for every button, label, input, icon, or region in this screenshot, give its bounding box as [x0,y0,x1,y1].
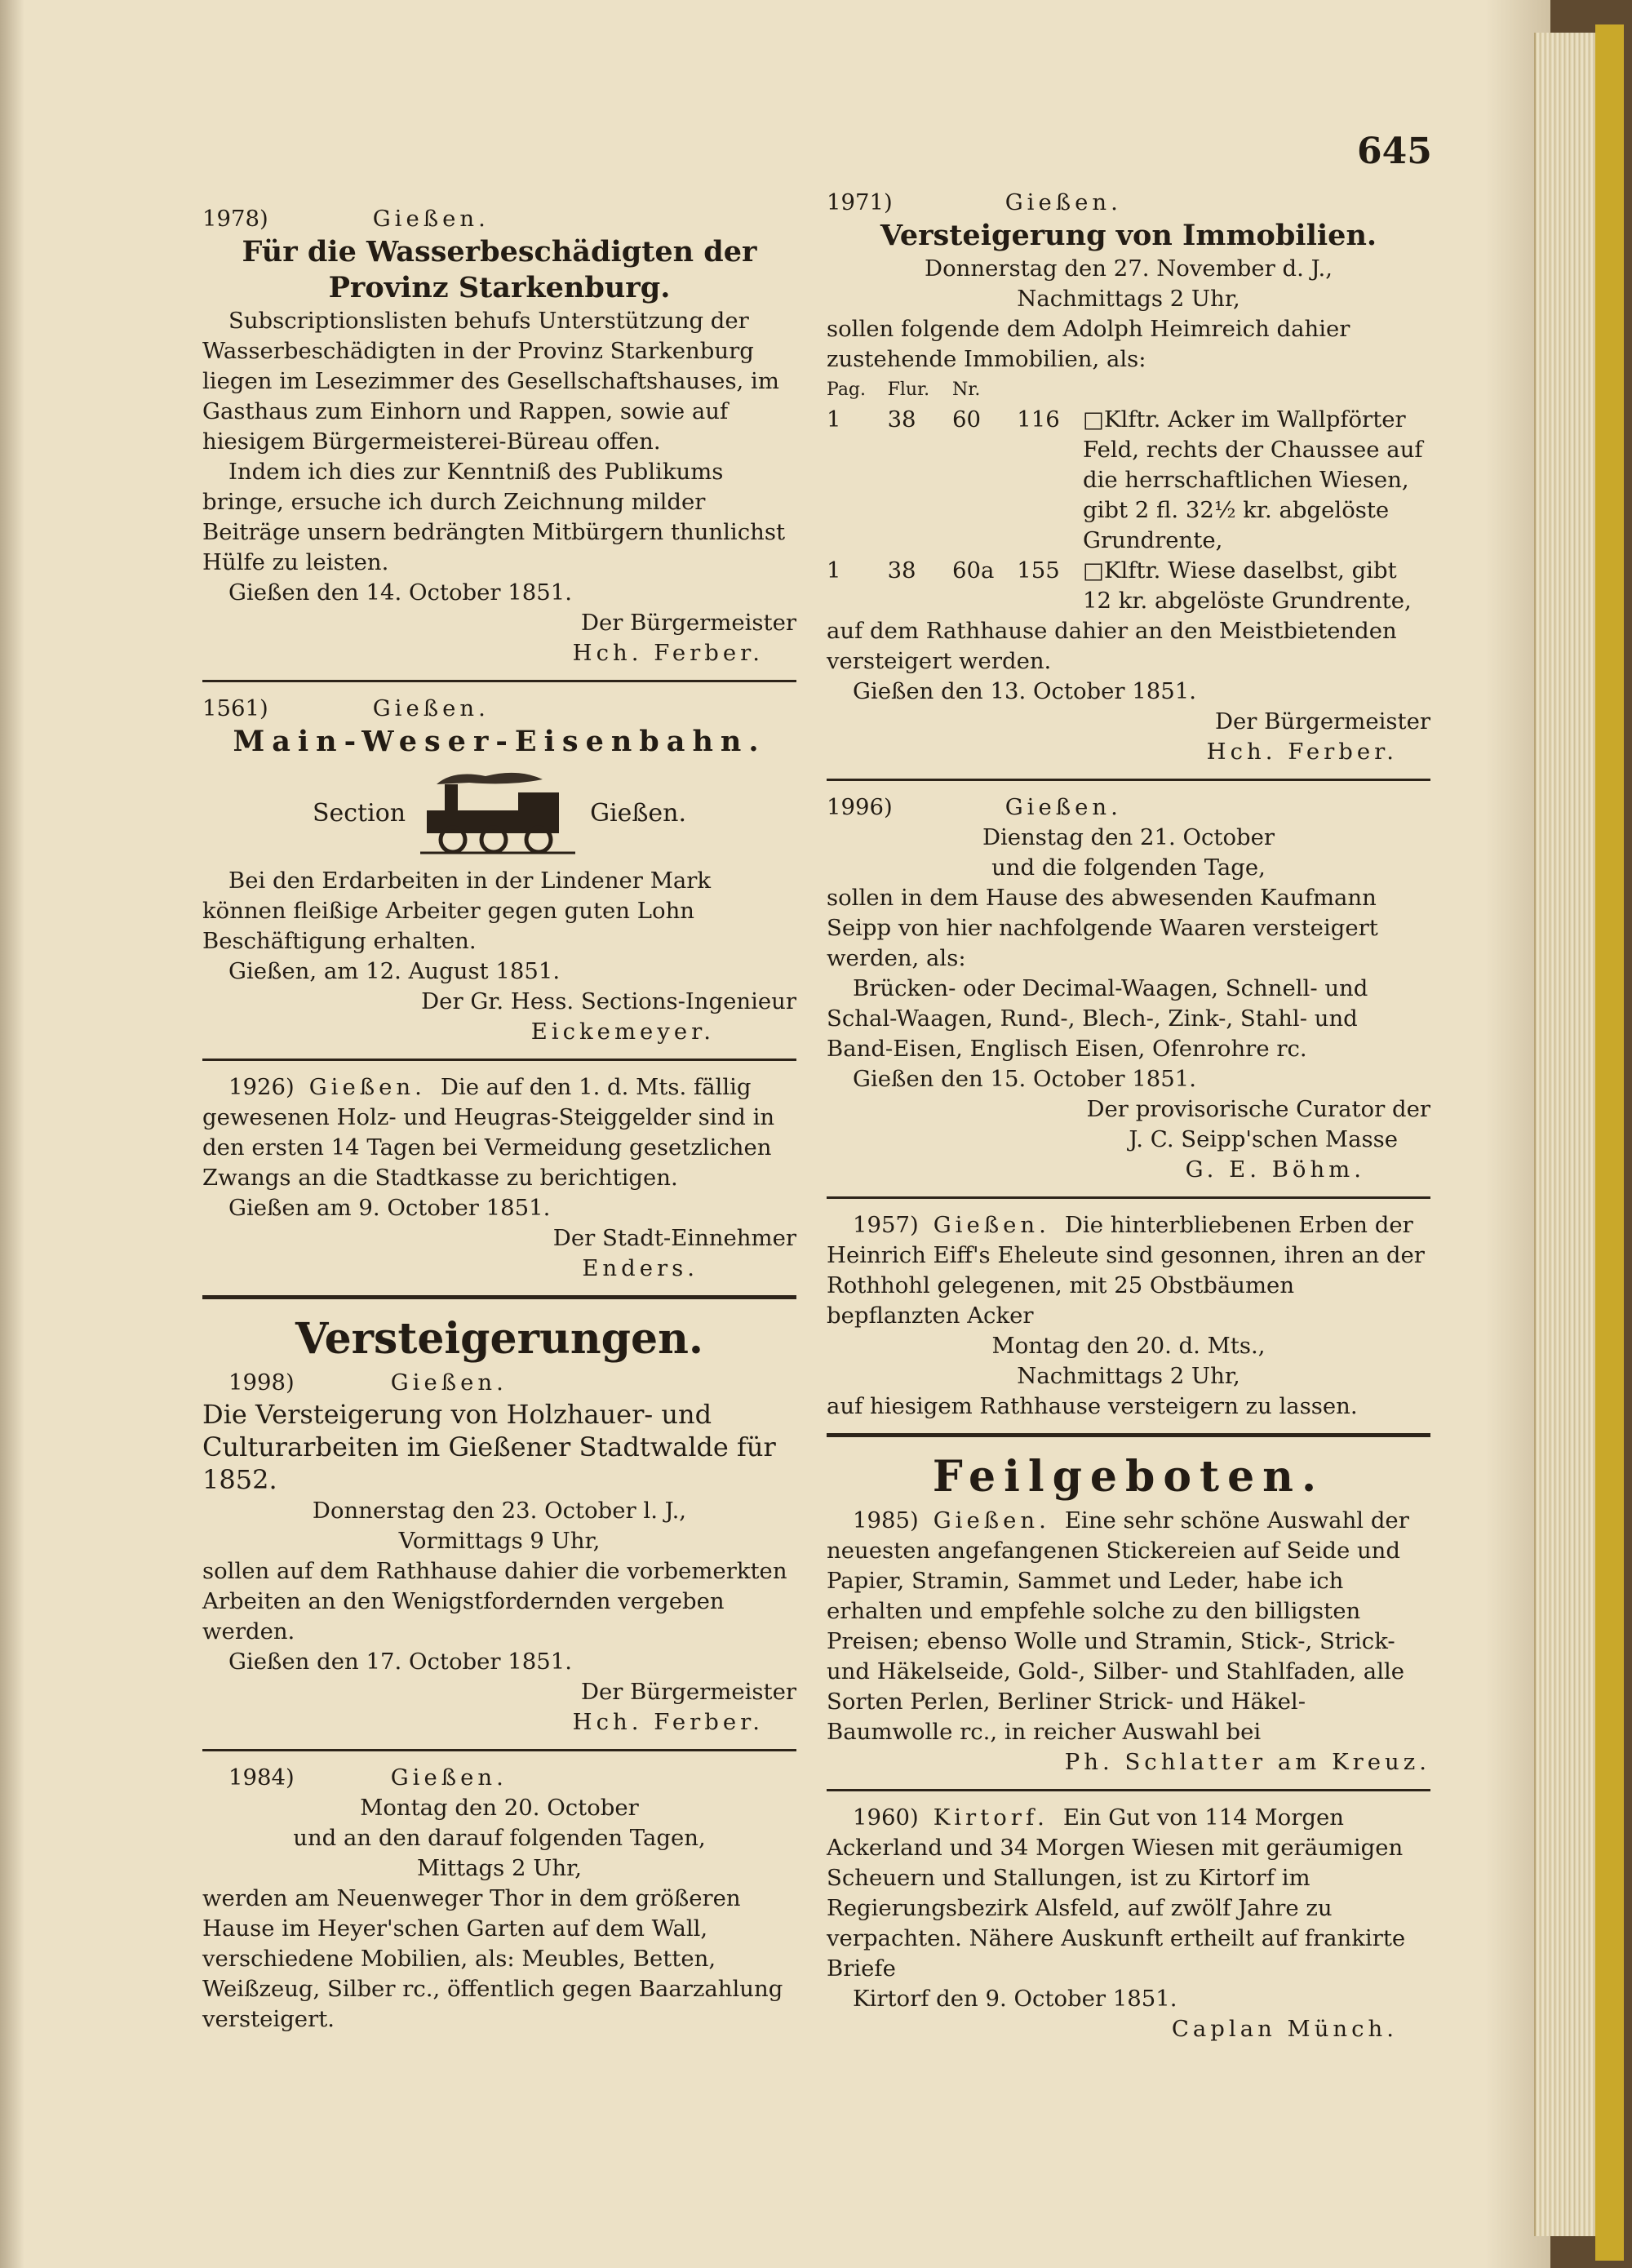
column-header: Flur. [887,379,930,400]
cell-nr: 60 [952,406,982,433]
ad-when-2: Vormittags 9 Uhr, [398,1528,601,1554]
ad-role: Der Bürgermeister [580,610,796,636]
section-label: Section [312,798,406,828]
ad-place: Gießen. [372,206,490,232]
divider [202,1749,796,1751]
ad-title: Main-Weser-Eisenbahn. [233,725,766,758]
ad-signature: Ph. Schlatter am Kreuz. [1064,1749,1430,1775]
ad-role: Der Bürgermeister [580,1679,796,1705]
cell-flur: 38 [887,406,916,433]
table-row [827,405,1430,556]
ad-date: Kirtorf den 9. October 1851. [853,1986,1177,2012]
ad-body: werden am Neuenweger Thor in dem größeren Hause im Heyer'schen Garten auf dem Wall, verschiedene Mobilien, als: Meubles, Betten, Weißzeug, Silber rc., öffentlich gegen Baarzahlung versteigert. [202,1885,783,2032]
section-place: Gießen. [590,798,687,828]
ad-body: Die hinterbliebenen Erben der Heinrich Eiff's Eheleute sind gesonnen, ihren an der Rothhohl gelegenen, mit 25 Obstbäumen bepflanzten Acker [827,1212,1425,1329]
ad-number: 1984) [228,1764,295,1791]
ad-role: Der provisorische Curator der [1086,1096,1430,1122]
ad-signature: Hch. Ferber. [572,640,764,666]
ad-1984 [202,1763,796,2035]
ad-number: 1926) [228,1074,295,1100]
ad-date: Gießen am 9. October 1851. [228,1195,551,1221]
ad-body-2: auf hiesigem Rathhause versteigern zu lassen. [827,1393,1358,1419]
ad-place: Gießen. [390,1764,508,1791]
cell-size: 116 [1017,406,1060,433]
ad-when-1: Donnerstag den 23. October l. J., [312,1498,687,1524]
ad-number: 1996) [827,794,893,820]
ad-1960 [827,1803,1430,2044]
table-row [827,556,1430,616]
ad-role: Der Bürgermeister [1214,708,1430,735]
ad-when-3: Mittags 2 Uhr, [417,1855,582,1881]
ad-body: sollen auf dem Rathhause dahier die vorbemerkten Arbeiten an den Wenigstfordernden vergeben werden. [202,1558,787,1644]
page-edge [1534,33,1601,2236]
ad-1926 [202,1072,796,1284]
right-column [827,188,1430,2044]
book-cover-edge [1595,24,1624,2261]
cell-nr: 60a [952,557,995,584]
divider [827,1789,1430,1791]
ad-title: Für die Wasserbeschädigten der Provinz Starkenburg. [242,235,757,304]
ad-signature: Enders. [582,1255,698,1281]
ad-signature: G. E. Böhm. [1185,1156,1365,1183]
ad-number: 1561) [202,695,268,721]
ad-signature: Hch. Ferber. [1206,739,1398,765]
ad-body: Bei den Erdarbeiten in der Lindener Mark können fleißige Arbeiter gegen guten Lohn Beschäftigung erhalten. [202,868,712,954]
ad-body-2: Brücken- oder Decimal-Waagen, Schnell- und Schal-Waagen, Rund-, Blech-, Zink-, Stahl- und Band-Eisen, Englisch Eisen, Ofenrohre rc. [827,975,1368,1062]
ad-number: 1985) [853,1507,919,1533]
ad-title: Versteigerung von Immobilien. [880,219,1377,252]
divider [202,1295,796,1299]
ad-place: Gießen. [390,1369,508,1396]
ad-role: Der Stadt-Einnehmer [552,1225,796,1251]
ad-number: 1971) [827,189,893,215]
ad-signature: Eickemeyer. [530,1019,715,1045]
ad-body: Subscriptionslisten behufs Unterstützung der Wasserbeschädigten in der Provinz Starkenburg liegen im Lesezimmer des Gesellschaftshauses, im Gasthaus zum Einhorn und Rappen, sowie auf hiesigem Bürgermeisterei-Büreau offen. [202,308,779,455]
ad-number: 1978) [202,206,268,232]
divider [202,1059,796,1061]
ad-date: Gießen, am 12. August 1851. [228,958,561,984]
ad-date: Gießen den 14. October 1851. [228,579,572,606]
ad-date: Gießen den 13. October 1851. [853,678,1196,704]
ad-place: Gießen. [933,1507,1050,1533]
cell-desc: □Klftr. Wiese daselbst, gibt 12 kr. abgelöste Grundrente, [1083,557,1412,614]
ad-number: 1998) [228,1369,295,1396]
page-number: 645 [1357,131,1432,172]
cell-pag: 1 [827,406,841,433]
divider [827,1433,1430,1437]
ad-place: Gießen. [372,695,490,721]
ad-1561 [202,694,796,1047]
ad-place: Gießen. [1004,189,1122,215]
property-table [827,375,1430,616]
cell-size: 155 [1017,557,1060,584]
ad-body-2: Indem ich dies zur Kenntniß des Publikums bringe, ersuche ich durch Zeichnung milder Beiträge unsern bedrängten Mitbürgern thunlichst Hülfe zu leisten. [202,459,786,575]
ad-1978 [202,204,796,668]
ad-body: sollen folgende dem Adolph Heimreich dahier zustehende Immobilien, als: [827,316,1350,372]
section-heading: Feilgeboten. [932,1452,1325,1502]
table-header-row [827,375,1430,405]
locomotive-emblem [202,768,796,858]
ad-body: sollen in dem Hause des abwesenden Kaufmann Seipp von hier nachfolgende Waaren versteigert werden, als: [827,885,1378,971]
ad-title: Die Versteigerung von Holzhauer- und Culturarbeiten im Gießener Stadtwalde für 1852. [202,1399,776,1495]
ad-when-2: Nachmittags 2 Uhr, [1017,286,1240,312]
ad-role: Der Gr. Hess. Sections-Ingenieur [421,988,796,1014]
ad-1985 [827,1506,1430,1778]
left-column [202,204,796,2035]
ad-1998 [202,1368,796,1738]
ad-when-2: Nachmittags 2 Uhr, [1017,1363,1240,1389]
cell-flur: 38 [887,557,916,584]
ad-1957 [827,1210,1430,1422]
ad-body: Eine sehr schöne Auswahl der neuesten angefangenen Stickereien auf Seide und Papier, Stramin, Sammet und Leder, habe ich erhalten und empfehle solche zu den billigsten Preisen; ebenso Wolle und Stramin, Stick-, Strick- und Häkelseide, Gold-, Silber- und Stahlfaden, alle Sorten Perlen, Berliner Strick- und Häkel-Baumwolle rc., in reicher Auswahl bei [827,1507,1409,1745]
ad-body: Ein Gut von 114 Morgen Ackerland und 34 Morgen Wiesen mit geräumigen Scheuern und Stallungen, ist zu Kirtorf im Regierungsbezirk Alsfeld, auf zwölf Jahre zu verpachten. Nähere Auskunft ertheilt auf frankirte Briefe [827,1804,1406,1982]
cell-pag: 1 [827,557,841,584]
divider [827,779,1430,781]
ad-role-2: J. C. Seipp'schen Masse [1129,1126,1398,1152]
cell-desc: □Klftr. Acker im Wallpförter Feld, rechts der Chaussee auf die herrschaftlichen Wiesen, gibt 2 fl. 32½ kr. abgelöste Grundrente, [1083,406,1423,553]
divider [202,680,796,682]
ad-body-2: auf dem Rathhause dahier an den Meistbietenden versteigert werden. [827,618,1397,674]
divider [827,1196,1430,1199]
column-header: Nr. [952,379,981,400]
ad-date: Gießen den 15. October 1851. [853,1066,1196,1092]
ad-when-1: Montag den 20. d. Mts., [991,1333,1266,1359]
ad-number: 1960) [853,1804,919,1831]
ad-place: Gießen. [933,1212,1050,1238]
ad-when-2: und die folgenden Tage, [991,854,1266,881]
ad-1971 [827,188,1430,767]
section-heading: Versteigerungen. [295,1314,703,1364]
ad-body: Die auf den 1. d. Mts. fällig gewesenen Holz- und Heugras-Steiggelder sind in den ersten 14 Tagen bei Vermeidung gesetzlichen Zwangs an die Stadtkasse zu berichtigen. [202,1074,775,1191]
ad-signature: Caplan Münch. [1171,2016,1398,2042]
ad-place: Gießen. [308,1074,426,1100]
column-header: Pag. [827,379,867,400]
ad-signature: Hch. Ferber. [572,1709,764,1735]
ad-place: Gießen. [1004,794,1122,820]
ad-when-1: Montag den 20. October [360,1795,639,1821]
ad-place: Kirtorf. [933,1804,1049,1831]
ad-number: 1957) [853,1212,919,1238]
locomotive-icon [420,768,575,858]
ad-date: Gießen den 17. October 1851. [228,1649,572,1675]
ad-1996 [827,792,1430,1185]
ad-when-1: Donnerstag den 27. November d. J., [925,255,1333,282]
ad-when-2: und an den darauf folgenden Tagen, [293,1825,706,1851]
ad-when-1: Dienstag den 21. October [982,824,1275,850]
